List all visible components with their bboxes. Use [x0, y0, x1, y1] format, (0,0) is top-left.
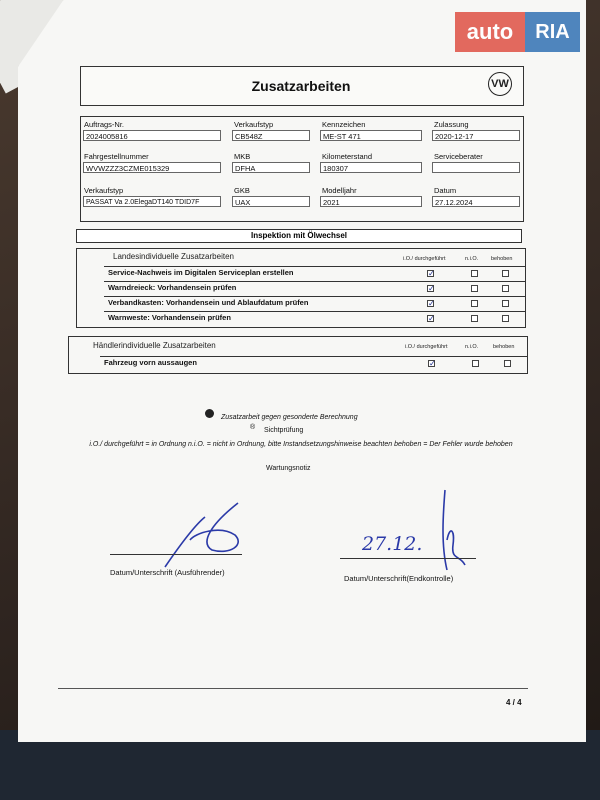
km-label: Kilometerstand	[322, 152, 373, 161]
auftrags-nr-label: Auftrags-Nr.	[84, 120, 125, 129]
km-field: 180307	[320, 162, 422, 173]
kennzeichen-label: Kennzeichen	[322, 120, 366, 129]
right-signature	[425, 485, 485, 580]
vw-logo-icon: VW	[488, 72, 512, 96]
fahrgestell-field: WVWZZZ3CZME015329	[83, 162, 221, 173]
fahrgestell-label: Fahrgestellnummer	[84, 152, 149, 161]
gkb-field: UAX	[232, 196, 310, 207]
modelljahr-field: 2021	[320, 196, 422, 207]
row-label: Fahrzeug vorn aussaugen	[104, 358, 197, 367]
checkbox-ok[interactable]: ✓	[428, 314, 435, 323]
row-label: Warnweste: Vorhandensein prüfen	[108, 313, 231, 322]
checkbox-ok[interactable]: ✓	[428, 299, 435, 308]
page-number: 4 / 4	[506, 698, 522, 707]
document-title: Zusatzarbeiten	[251, 78, 351, 94]
checkbox-nio[interactable]	[472, 360, 479, 367]
land-col-nio: n.i.O.	[465, 256, 479, 262]
visual-check-symbol: ®	[250, 424, 256, 431]
zulassung-label: Zulassung	[434, 120, 469, 129]
row-label: Verbandkasten: Vorhandensein und Ablaufdatum prüfen	[108, 298, 309, 307]
dealer-col-fix: behoben	[493, 344, 515, 350]
right-signature-label: Datum/Unterschrift(Endkontrolle)	[344, 574, 454, 583]
berater-label: Serviceberater	[434, 152, 483, 161]
watermark-right: RIA	[525, 12, 580, 52]
checkbox-nio[interactable]	[471, 285, 478, 292]
checkbox-fixed[interactable]	[502, 300, 509, 307]
header-box	[80, 66, 524, 106]
checkbox-fixed[interactable]	[502, 315, 509, 322]
extra-work-dot-icon	[205, 409, 214, 418]
maintenance-note-label: Wartungsnotiz	[266, 465, 311, 472]
datum-label: Datum	[434, 186, 457, 195]
gkb-label: GKB	[234, 186, 250, 195]
left-signature-line	[110, 554, 242, 555]
checkbox-fixed[interactable]	[502, 270, 509, 277]
row-label: Warndreieck: Vorhandensein prüfen	[108, 283, 237, 292]
zulassung-field: 2020-12-17	[432, 130, 520, 141]
kaufstyp-field: PASSAT Va 2.0ElegaDT140 TDID7F	[83, 196, 221, 207]
dealer-table-title: Händlerindividuelle Zusatzarbeiten	[93, 341, 216, 350]
datum-field: 27.12.2024	[432, 196, 520, 207]
right-signature-line	[340, 558, 476, 559]
left-signature-label: Datum/Unterschrift (Ausführender)	[110, 568, 225, 577]
watermark	[455, 12, 580, 52]
verkaufstyp-label: Verkaufstyp	[234, 120, 274, 129]
kennzeichen-field: ME-ST 471	[320, 130, 422, 141]
land-col-ok: i.O./ durchgeführt	[403, 256, 446, 262]
berater-field	[432, 162, 520, 173]
modelljahr-label: Modelljahr	[322, 186, 357, 195]
kaufstyp-label: Verkaufstyp	[84, 186, 124, 195]
mkb-field: DFHA	[232, 162, 310, 173]
inspection-title: Inspektion mit Ölwechsel	[76, 229, 522, 243]
land-table-title: Landesindividuelle Zusatzarbeiten	[113, 252, 234, 261]
checkbox-ok[interactable]: ✓	[428, 269, 435, 278]
checkbox-ok[interactable]: ✓	[429, 359, 436, 368]
checkbox-nio[interactable]	[471, 270, 478, 277]
left-signature	[150, 495, 250, 575]
checkbox-ok[interactable]: ✓	[428, 284, 435, 293]
visual-check-legend: Sichtprüfung	[264, 427, 304, 434]
handwritten-date: 27.12.	[362, 533, 423, 555]
mkb-label: MKB	[234, 152, 251, 161]
checkbox-nio[interactable]	[471, 300, 478, 307]
checkbox-fixed[interactable]	[502, 285, 509, 292]
status-explanation: i.O./ durchgeführt = in Ordnung n.i.O. = nicht in Ordnung, bitte Instandsetzungshinweise beachten behoben = Der Fehler wurde behoben	[89, 441, 513, 448]
auftrags-nr-field: 2024005816	[83, 130, 221, 141]
verkaufstyp-field: CB548Z	[232, 130, 310, 141]
checkbox-nio[interactable]	[471, 315, 478, 322]
dealer-col-ok: i.O./ durchgeführt	[405, 344, 448, 350]
checkbox-fixed[interactable]	[504, 360, 511, 367]
row-label: Service-Nachweis im Digitalen Serviceplan erstellen	[108, 268, 294, 277]
dealer-col-nio: n.i.O.	[465, 344, 479, 350]
watermark-left: auto	[455, 12, 525, 52]
footer-line	[58, 688, 528, 689]
extra-work-legend: Zusatzarbeit gegen gesonderte Berechnung	[221, 414, 358, 421]
land-col-fix: behoben	[491, 256, 513, 262]
